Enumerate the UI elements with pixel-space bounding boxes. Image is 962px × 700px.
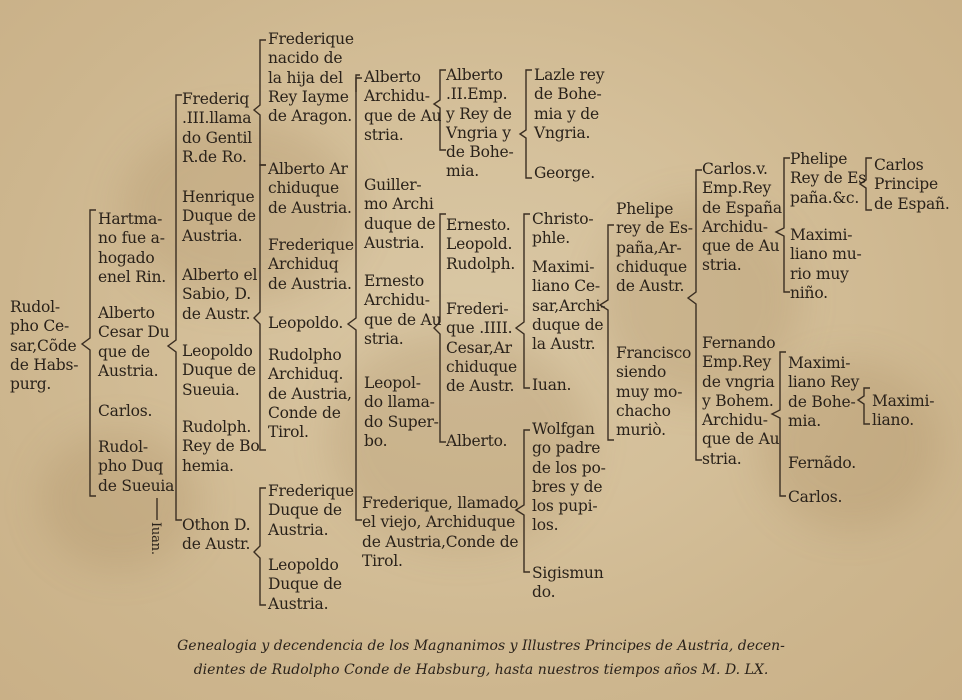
node-wolfgango: Wolfgan go padre de los po- bres y de los pupi- los. bbox=[532, 420, 606, 535]
node-frederique-iiii: Frederi- que .IIII. Cesar,Ar chiduque de Austr. bbox=[446, 300, 518, 396]
node-fernando: Fernando Emp.Rey de vngria y Bohem. Archidu- que de Au stria. bbox=[702, 334, 780, 468]
node-rudolpho: Rudol- pho Ce- sar,Cõde de Habs- purg. bbox=[10, 298, 79, 394]
node-iuan-b: Iuan. bbox=[532, 376, 572, 394]
node-alberto-sabio: Alberto el Sabio, D. de Austr. bbox=[182, 266, 258, 323]
node-leopoldo-duque: Leopoldo Duque de Austria. bbox=[268, 556, 342, 613]
node-carlos-v: Carlos.v. Emp.Rey de España Archidu- que de Au stria. bbox=[702, 160, 782, 275]
node-frederique-duque: Frederique Duque de Austria. bbox=[268, 482, 354, 539]
node-frederique-nacido: Frederique nacido de la hija del Rey Iayme de Aragon. bbox=[268, 30, 354, 126]
node-frederique-archiduq: Frederique Archiduq de Austria. bbox=[268, 236, 354, 293]
caption-line-2: dientes de Rudolpho Conde de Habsburg, hasta nuestros tiempos años M. D. LX. bbox=[193, 662, 769, 678]
node-alberto-ar: Alberto Ar chiduque de Austria. bbox=[268, 160, 352, 217]
node-carlos-c: Carlos. bbox=[788, 488, 843, 506]
node-rudolpho-archiduq: Rudolpho Archiduq. de Austria, Conde de Tirol. bbox=[268, 346, 352, 442]
node-george: George. bbox=[534, 164, 595, 182]
node-rudolph-bohemia: Rudolph. Rey de Bo hemia. bbox=[182, 418, 260, 475]
node-fernado: Fernãdo. bbox=[788, 454, 857, 472]
node-rudolpho-duq: Rudol- pho Duq de Sueuia bbox=[98, 438, 175, 495]
brace-alberto-ii bbox=[520, 70, 532, 178]
node-christophle: Christo- phle. bbox=[532, 210, 594, 248]
node-lazle: Lazle rey de Bohe- mia y de Vngria. bbox=[534, 66, 605, 142]
node-leopoldo-superbo: Leopol- do llama- do Super- bo. bbox=[364, 374, 439, 450]
node-sigismundo: Sigismun do. bbox=[532, 564, 604, 602]
node-francisco: Francisco siendo muy mo- chacho muriò. bbox=[616, 344, 692, 440]
node-phelipe-b: Phelipe Rey de Es paña.&c. bbox=[790, 150, 867, 207]
brace-leopoldo bbox=[348, 78, 362, 520]
brace-othon bbox=[254, 488, 266, 605]
node-maximiliano-cesar: Maximi- liano Ce- sar,Archi- duque de la Austr. bbox=[532, 258, 606, 354]
node-alberto-cesar: Alberto Cesar Du que de Austria. bbox=[98, 304, 170, 380]
node-alberto-b: Alberto. bbox=[446, 432, 508, 450]
node-iuan-a: Iuan. bbox=[148, 522, 163, 555]
node-henrique: Henrique Duque de Austria. bbox=[182, 188, 256, 245]
node-carlos-a: Carlos. bbox=[98, 402, 153, 420]
node-leopoldo-sueuia: Leopoldo Duque de Sueuia. bbox=[182, 342, 256, 399]
node-frederique-viejo: Frederique, llamado el viejo, Archiduque de Austria,Conde de Tirol. bbox=[362, 494, 519, 570]
node-maximiliano-rey: Maximi- liano Rey de Bohe- mia. bbox=[788, 354, 860, 430]
node-maximiliano-murio: Maximi- liano mu- rio muy niño. bbox=[790, 226, 862, 302]
node-carlos-principe: Carlos Principe de Españ. bbox=[874, 156, 950, 213]
node-ernesto-b: Ernesto. Leopold. Rudolph. bbox=[446, 216, 516, 273]
node-alberto-ii: Alberto .II.Emp. y Rey de Vngria y de Bohe- mia. bbox=[446, 66, 514, 181]
node-ernesto-a: Ernesto Archidu- que de Au stria. bbox=[364, 272, 442, 348]
brace-maximiliano-rey bbox=[858, 388, 870, 424]
brace-frederique-iiii bbox=[516, 214, 530, 388]
node-leopoldo-b: Leopoldo. bbox=[268, 314, 344, 332]
node-maximiliano-d: Maximi- liano. bbox=[872, 392, 935, 430]
node-hartmano: Hartma- no fue a- hogado enel Rin. bbox=[98, 210, 166, 286]
node-othon: Othon D. de Austr. bbox=[182, 516, 251, 554]
node-alberto-archidu: Alberto Archidu- que de Au stria. bbox=[364, 68, 442, 144]
caption-line-1: Genealogia y decendencia de los Magnanimos y Illustres Principes de Austria, decen- bbox=[177, 638, 785, 654]
brace-rudolpho bbox=[82, 210, 96, 496]
brace-frederiq-iii bbox=[254, 40, 266, 165]
node-phelipe-rey: Phelipe rey de Es- paña,Ar- chiduque de Austr. bbox=[616, 200, 693, 296]
node-guillermo: Guiller- mo Archi duque de Austria. bbox=[364, 176, 436, 252]
node-frederiq-iii: Frederiq .III.llama do Gentil R.de Ro. bbox=[182, 90, 253, 166]
